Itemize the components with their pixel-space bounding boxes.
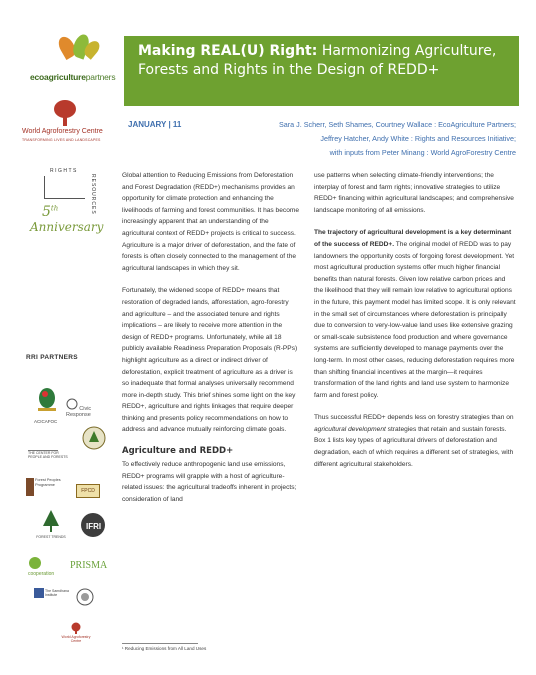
world-agroforestry-logo xyxy=(22,100,122,150)
partner-logo-circle xyxy=(76,588,94,607)
svg-text:IFRI: IFRI xyxy=(86,522,102,531)
partner-logo-center-people-forests: THE CENTER FOR PEOPLE AND FORESTS xyxy=(28,440,68,459)
bird-icon xyxy=(34,386,60,418)
partner-logo-world-agroforestry: World Agroforestry Centre xyxy=(56,622,96,643)
paragraph: The trajectory of agricultural development is a key determinant of the success of REDD+. The original model of REDD was to pay landowners the opportunity costs of forgoing forest development. Yet most agricultural production systems offer much higher financial benefits than natural forests. Given low relative carbon prices and the likelihood that they will remain low relative to agricultural options in the future, this payment model has limited scope. It is only relevant in the small set of circumstances where deforestation is principally due to conversion to very-low-value land uses like extensive grazing or small-scale subsistence food production and where governance systems are sufficiently developed to manage payments over the long-term. In most other cases, reducing deforestation requires more than shifting financial incentives at the margin—it requires transformation of the land rights and land use system to harmonize farm and forest policy. xyxy=(314,229,516,399)
footnote-divider xyxy=(122,643,198,644)
authors-line-2: Jeffrey Hatcher, Andy White : Rights and Resources Initiative; xyxy=(320,134,516,143)
logo-rights-text: RIGHTS xyxy=(50,168,78,174)
byline xyxy=(128,118,516,160)
paragraph: use patterns when selecting climate-friendly interventions; the interplay of forest and farm rights; innovative strategies to utilize REDD+ financing within agricultural landscapes; and comprehensive landscape monitoring of all emissions. xyxy=(314,172,514,214)
anniversary-text: Anniversary xyxy=(30,220,104,234)
body-column-left xyxy=(122,170,300,516)
partner-logo-fecofun xyxy=(82,426,106,451)
authors-line-1: Sara J. Scherr, Seth Shames, Courtney Wallace : EcoAgriculture Partners; xyxy=(278,120,516,129)
paragraph: To effectively reduce anthropogenic land use emissions, REDD+ programs will grapple with a host of agriculture-related issues: the agricultural tradeoffs inherent in projects; consideration of land xyxy=(122,461,297,503)
partner-logo-acicafoc: ACICAFOC xyxy=(34,386,60,424)
fecofun-icon xyxy=(82,426,106,450)
paragraph: Global attention to Reducing Emissions from Deforestation and Forest Degradation (REDD+) mechanisms provides an opportunity for climate protection and enhancing the livelihoods of farming and forest communities. It has become increasingly apparent that an understanding of the agricultural context of REDD+ projects is critical to success. Agriculture is a major driver of deforestation, and the fate of forests is often closely connected to the management of the agricultural landscapes in which they sit. xyxy=(122,172,300,272)
rri-partners-heading: RRI PARTNERS xyxy=(26,354,78,361)
partner-logo-intercooperation: cooperation xyxy=(28,556,68,577)
footnote: ¹ Reducing Emissions from All Land Uses xyxy=(122,646,207,651)
partner-logo-forest-peoples-programme: Forest Peoples Programme xyxy=(26,478,72,496)
tree-icon xyxy=(41,508,61,534)
key-statement: The trajectory of agricultural development is a key determinant of the success of REDD+. xyxy=(314,229,512,248)
issue-date: JANUARY | 11 xyxy=(128,120,182,129)
rri-5th-anniversary-logo xyxy=(30,168,130,246)
partner-logo-prisma: PRISMA xyxy=(70,560,108,571)
partner-circle-icon xyxy=(76,588,94,606)
partner-logo-civic-response: Civic Response xyxy=(66,398,106,418)
partner-logo-ifri xyxy=(80,512,106,539)
civic-response-icon xyxy=(66,398,78,410)
tree-icon xyxy=(54,100,76,126)
anniversary-number: 5th xyxy=(42,204,59,220)
partner-logo-fpcd: FPCD xyxy=(76,484,100,498)
leaf-icon xyxy=(28,556,42,570)
paragraph: Thus successful REDD+ depends less on forestry strategies than on agricultural development strategies that retain and sustain forests. Box 1 lists key types of agricultural drivers of deforestation and degradation, each of which requires a different set of strategies, with different agricultural stakeholders. xyxy=(314,414,514,468)
logo-name: World Agroforestry Centre xyxy=(22,128,103,135)
partner-logo-forest-trends: FOREST TRENDS xyxy=(36,508,66,539)
partner-logo-samdhana: The Samdhana Institute xyxy=(34,588,72,598)
logo-tagline: TRANSFORMING LIVES AND LANDSCAPES xyxy=(22,138,101,142)
title-banner xyxy=(124,36,519,106)
logo-wordmark: ecoagriculturepartners xyxy=(30,72,116,82)
page-title: Making REAL(U) Right: Harmonizing Agriculture, Forests and Rights in the Design of REDD+ xyxy=(138,43,497,78)
body-column-right xyxy=(314,170,516,481)
authors-line-3: with inputs from Peter Minang : World AgroForestry Centre xyxy=(329,148,516,157)
emphasis: agricultural development xyxy=(314,425,386,433)
section-heading: Agriculture and REDD+ xyxy=(122,446,234,457)
ifri-icon xyxy=(80,512,106,538)
logo-resources-text: RESOURCES xyxy=(90,174,96,215)
ecoagriculture-partners-logo xyxy=(30,34,120,92)
paragraph: Fortunately, the widened scope of REDD+ means that restoration of degraded lands, afforestation, agro-forestry and agriculture – and the associated tenure and rights implications – are likely to receive more attention in the design of REDD+ programs. Unfortunately, while all 18 publicly available Readiness Preparation Proposals (R-PPs) highlight agriculture as a direct or indirect driver of deforestation, explicit treatment of agriculture as a driver is so inadequate that formal analyses universally recommend more in-depth study. This brief shines some light on the key REDD+, agriculture and rights linkages that require deeper thinking and presents policy recommendations on how to address and advance mutually reinforcing climate goals. xyxy=(122,287,298,434)
tree-icon xyxy=(70,622,82,634)
